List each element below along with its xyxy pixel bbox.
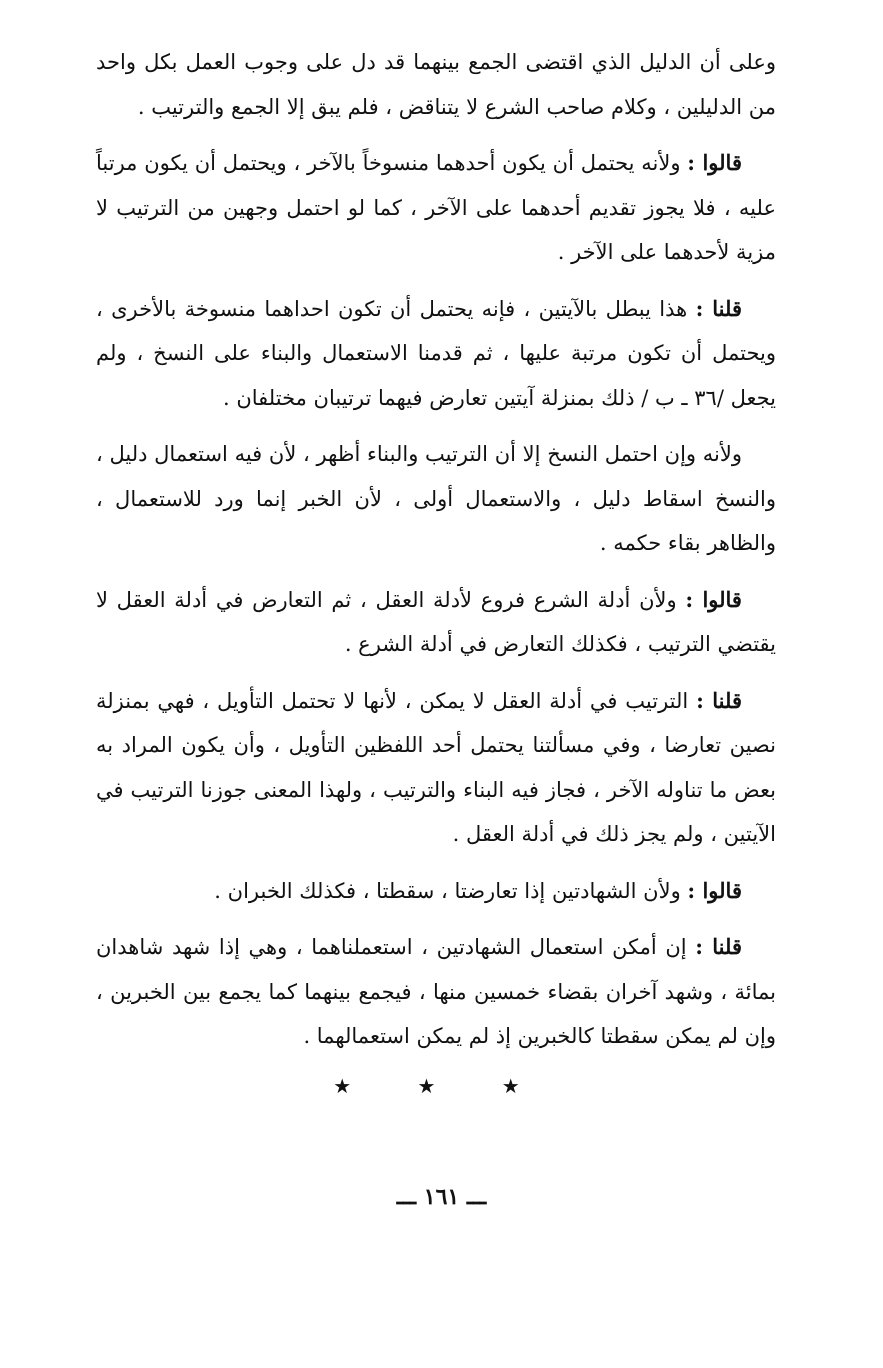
paragraph-body: إن أمكن استعمال الشهادتين ، استعملناهما ، وهي إذا شهد شاهدان بمائة ، وشهد آخران بقضاء خمسين منها ، فيجمع بينهما كما يجمع بين الخبرين ، وإن لم يمكن سقطتا كالخبرين إذ لم يمكن استعمالهما .: [96, 935, 776, 1048]
paragraph-lead: قلنا :: [696, 687, 742, 713]
paragraph-lead: قالوا :: [685, 586, 742, 612]
paragraph-body: وعلى أن الدليل الذي اقتضى الجمع بينهما قد دل على وجوب العمل بكل واحد من الدليلين ، وكلام صاحب الشرع لا يتناقض ، فلم يبق إلا الجمع والترتيب .: [96, 50, 776, 119]
paragraph-lead: قلنا :: [695, 934, 742, 959]
paragraph-3: [96, 287, 776, 421]
paragraph-body: ولأن الشهادتين إذا تعارضتا ، سقطتا ، فكذلك الخبران .: [214, 878, 681, 903]
paragraph-body: ولأنه وإن احتمل النسخ إلا أن الترتيب والبناء أظهر ، لأن فيه استعمال دليل ، والنسخ اسقاط دليل ، والاستعمال أولى ، لأن الخبر إنما ورد للاستعمال ، والظاهر بقاء حكمه .: [96, 442, 776, 555]
paragraph-lead: قالوا :: [687, 877, 742, 903]
paragraph-lead: قلنا :: [695, 295, 742, 321]
paragraph-7: [96, 869, 776, 914]
paragraph-2: [96, 141, 776, 275]
body-text: [96, 40, 776, 1071]
paragraph-body: ولأنه يحتمل أن يكون أحدهما منسوخاً بالآخر ، ويحتمل أن يكون مرتباً عليه ، فلا يجوز تقديم أحدهما على الآخر ، كما لو احتمل وجهين من الترتيب لا مزية لأحدهما على الآخر .: [96, 151, 776, 264]
page-number: ـــ ١٦١ ـــ: [396, 1184, 487, 1210]
paragraph-6: [96, 679, 776, 857]
paragraph-body: هذا يبطل بالآيتين ، فإنه يحتمل أن تكون احداهما منسوخة بالأخرى ، ويحتمل أن تكون مرتبة عليها ، ثم قدمنا الاستعمال والبناء على النسخ ، ولم يجعل /٣٦ ـ ب / ذلك بمنزلة آيتين تعارض فيهما ترتيبان مختلفان .: [96, 296, 776, 410]
section-separator-stars: ★ ★ ★: [333, 1074, 550, 1098]
paragraph-body: الترتيب في أدلة العقل لا يمكن ، لأنها لا تحتمل التأويل ، فهي بمنزلة نصين تعارضا ، وفي مسألتنا يحتمل أحد اللفظين التأويل ، وأن يكون المراد به بعض ما تناوله الآخر ، فجاز فيه البناء والترتيب ، ولهذا المعنى جوزنا الترتيب في الآيتين ، ولم يجز ذلك في أدلة العقل .: [96, 688, 776, 846]
paragraph-1: [96, 40, 776, 129]
paragraph-lead: قالوا :: [687, 150, 742, 175]
paragraph-8: [96, 925, 776, 1059]
paragraph-5: [96, 578, 776, 667]
paragraph-body: ولأن أدلة الشرع فروع لأدلة العقل ، ثم التعارض في أدلة العقل لا يقتضي الترتيب ، فكذلك التعارض في أدلة الشرع .: [96, 587, 776, 656]
paragraph-4: [96, 432, 776, 566]
